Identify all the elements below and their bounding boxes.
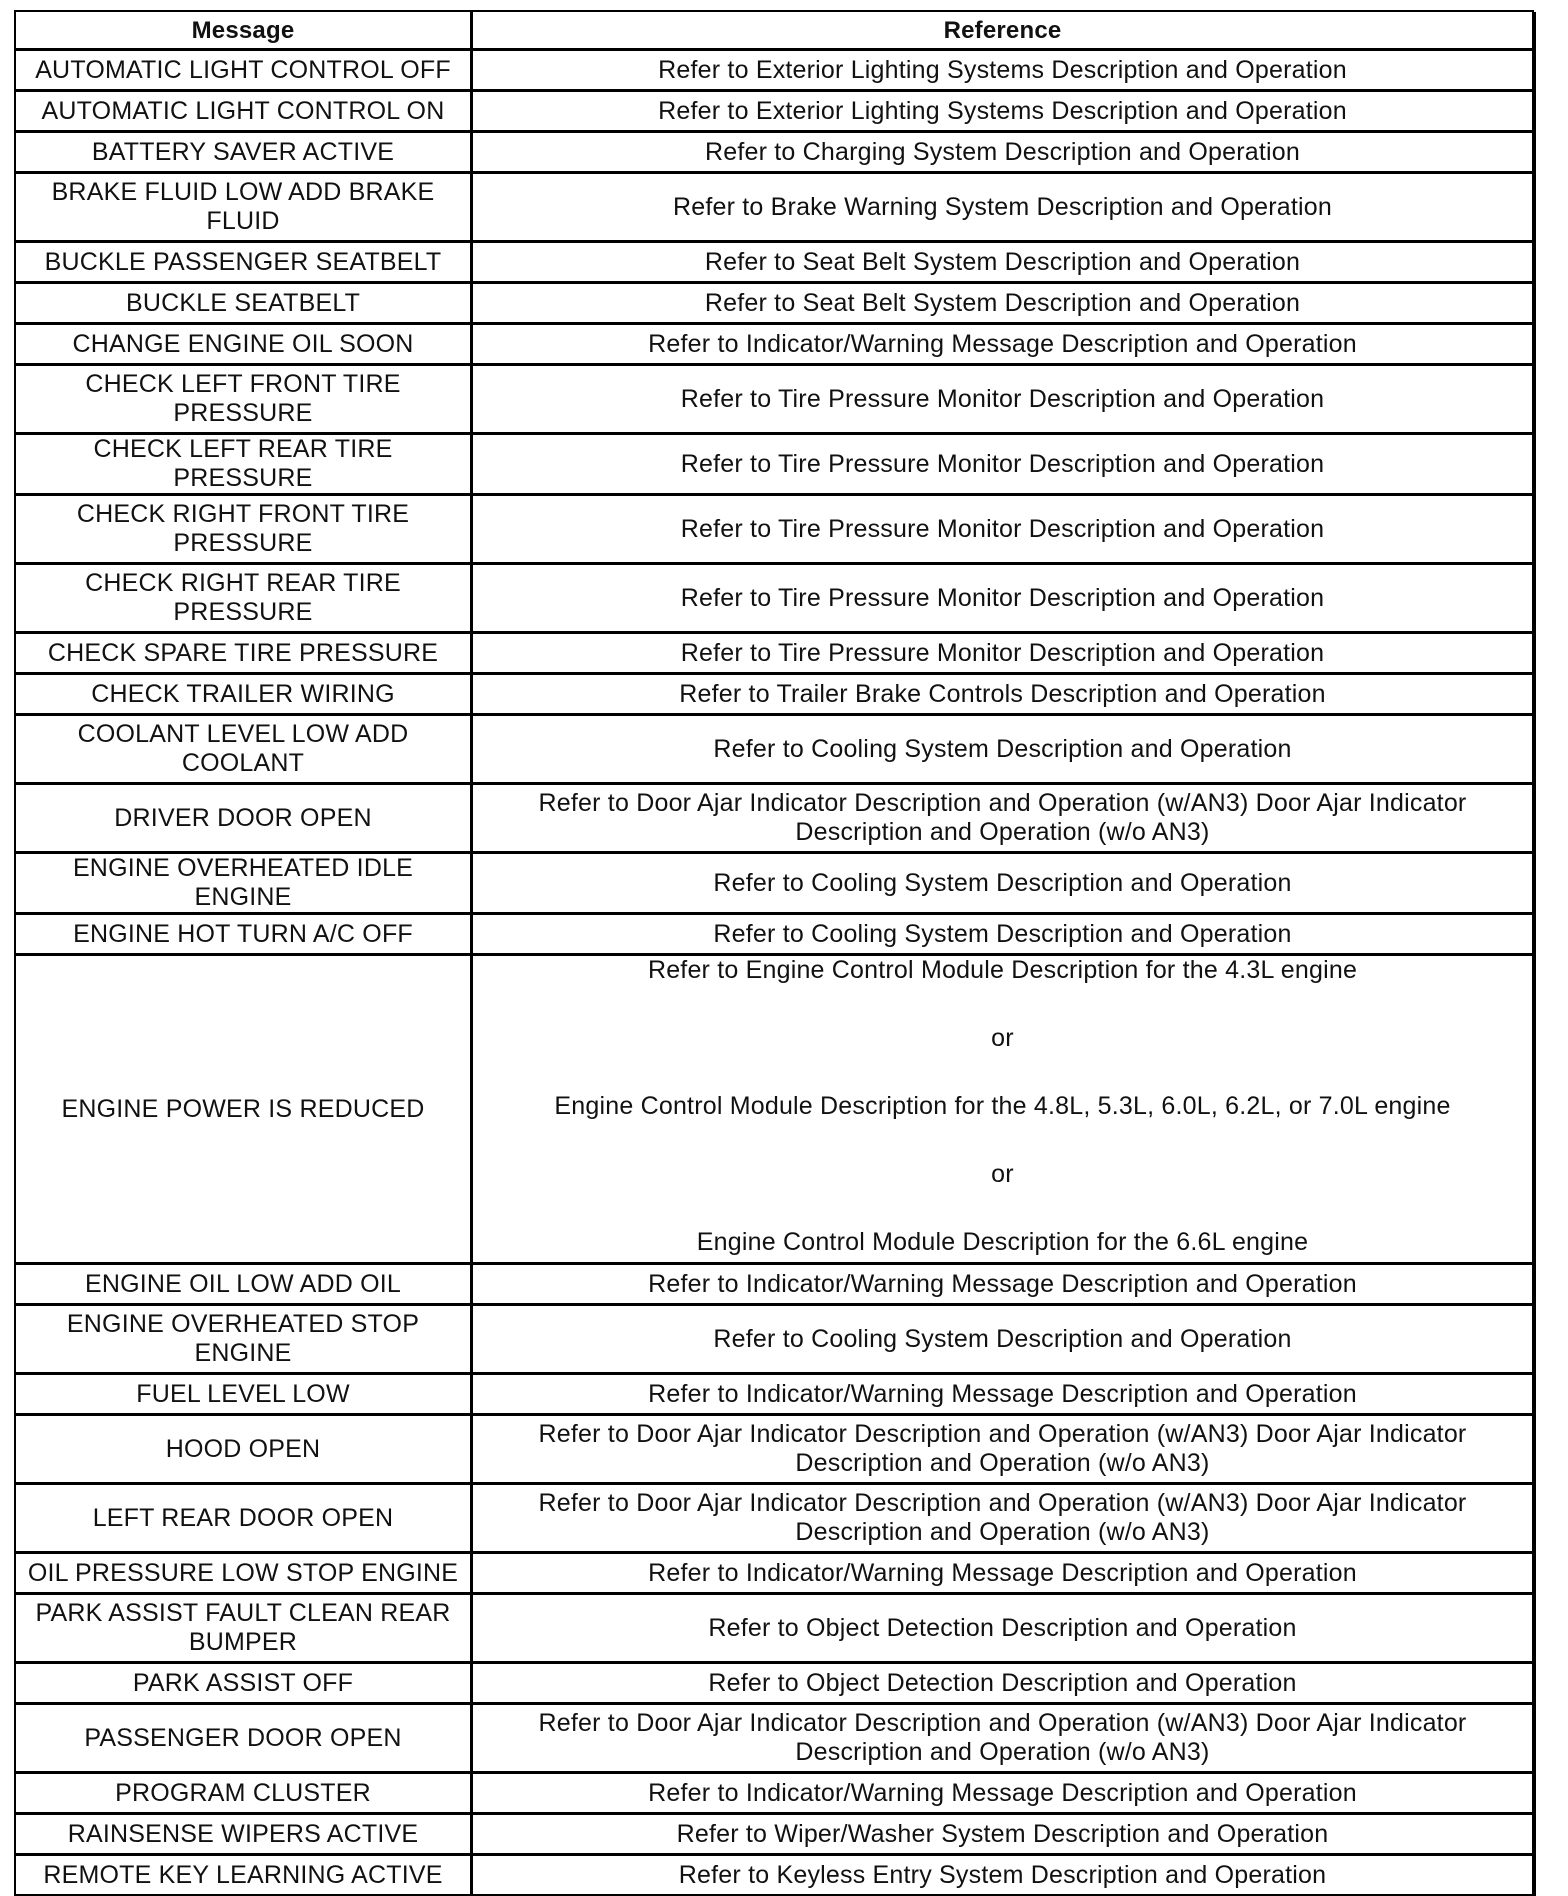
reference-cell: Refer to Wiper/Washer System Description and Operation <box>473 1815 1532 1856</box>
reference-cell: Refer to Door Ajar Indicator Description and Operation (w/AN3) Door Ajar Indicator Description and Operation (w/o AN3) <box>473 785 1532 854</box>
header-reference: Reference <box>473 12 1532 51</box>
reference-cell: Refer to Tire Pressure Monitor Description and Operation <box>473 435 1532 496</box>
table-row <box>16 243 1532 284</box>
reference-line: or <box>991 1160 1014 1188</box>
message-reference-table <box>14 10 1534 1896</box>
reference-cell: Refer to Indicator/Warning Message Description and Operation <box>473 1265 1532 1306</box>
table-row <box>16 1485 1532 1554</box>
reference-cell: Refer to Indicator/Warning Message Description and Operation <box>473 1554 1532 1595</box>
reference-cell <box>473 956 1532 1265</box>
message-cell: BATTERY SAVER ACTIVE <box>16 133 473 174</box>
table-row <box>16 716 1532 785</box>
table-row <box>16 1664 1532 1705</box>
table-row <box>16 1815 1532 1856</box>
reference-cell: Refer to Tire Pressure Monitor Description and Operation <box>473 366 1532 435</box>
table-row <box>16 634 1532 675</box>
reference-line: or <box>991 1024 1014 1052</box>
table-row <box>16 92 1532 133</box>
message-cell: PROGRAM CLUSTER <box>16 1774 473 1815</box>
reference-cell: Refer to Cooling System Description and Operation <box>473 915 1532 956</box>
table-row <box>16 366 1532 435</box>
table-row <box>16 325 1532 366</box>
table-row <box>16 1705 1532 1774</box>
message-cell: BUCKLE SEATBELT <box>16 284 473 325</box>
message-cell: CHECK RIGHT REAR TIRE PRESSURE <box>16 565 473 634</box>
table-row <box>16 1774 1532 1815</box>
message-cell: PARK ASSIST OFF <box>16 1664 473 1705</box>
message-cell: CHECK RIGHT FRONT TIRE PRESSURE <box>16 496 473 565</box>
reference-cell: Refer to Object Detection Description and Operation <box>473 1595 1532 1664</box>
reference-line: Engine Control Module Description for the 4.8L, 5.3L, 6.0L, 6.2L, or 7.0L engine <box>554 1092 1451 1120</box>
header-message: Message <box>16 12 473 51</box>
reference-cell: Refer to Object Detection Description and Operation <box>473 1664 1532 1705</box>
reference-line: Engine Control Module Description for the 6.6L engine <box>696 1228 1309 1256</box>
table-row <box>16 785 1532 854</box>
table-row <box>16 496 1532 565</box>
message-cell: PASSENGER DOOR OPEN <box>16 1705 473 1774</box>
message-cell: REMOTE KEY LEARNING ACTIVE <box>16 1856 473 1894</box>
reference-cell: Refer to Cooling System Description and Operation <box>473 854 1532 915</box>
message-cell: COOLANT LEVEL LOW ADD COOLANT <box>16 716 473 785</box>
table-row <box>16 133 1532 174</box>
message-cell: AUTOMATIC LIGHT CONTROL ON <box>16 92 473 133</box>
table-row <box>16 1554 1532 1595</box>
message-cell: ENGINE OVERHEATED IDLE ENGINE <box>16 854 473 915</box>
message-cell: OIL PRESSURE LOW STOP ENGINE <box>16 1554 473 1595</box>
message-cell: ENGINE OVERHEATED STOP ENGINE <box>16 1306 473 1375</box>
message-cell: CHECK LEFT FRONT TIRE PRESSURE <box>16 366 473 435</box>
reference-cell: Refer to Door Ajar Indicator Description and Operation (w/AN3) Door Ajar Indicator Description and Operation (w/o AN3) <box>473 1705 1532 1774</box>
table-row <box>16 565 1532 634</box>
reference-cell: Refer to Charging System Description and Operation <box>473 133 1532 174</box>
reference-cell: Refer to Exterior Lighting Systems Description and Operation <box>473 92 1532 133</box>
table-row <box>16 854 1532 915</box>
reference-cell: Refer to Tire Pressure Monitor Description and Operation <box>473 634 1532 675</box>
reference-cell: Refer to Exterior Lighting Systems Description and Operation <box>473 51 1532 92</box>
message-cell: AUTOMATIC LIGHT CONTROL OFF <box>16 51 473 92</box>
message-cell: DRIVER DOOR OPEN <box>16 785 473 854</box>
table-row <box>16 51 1532 92</box>
reference-cell: Refer to Door Ajar Indicator Description and Operation (w/AN3) Door Ajar Indicator Description and Operation (w/o AN3) <box>473 1416 1532 1485</box>
reference-cell: Refer to Trailer Brake Controls Description and Operation <box>473 675 1532 716</box>
reference-cell: Refer to Cooling System Description and Operation <box>473 716 1532 785</box>
reference-cell: Refer to Indicator/Warning Message Description and Operation <box>473 1375 1532 1416</box>
message-cell: FUEL LEVEL LOW <box>16 1375 473 1416</box>
table-row <box>16 675 1532 716</box>
reference-cell: Refer to Tire Pressure Monitor Description and Operation <box>473 565 1532 634</box>
table-row <box>16 1595 1532 1664</box>
reference-cell: Refer to Cooling System Description and Operation <box>473 1306 1532 1375</box>
message-cell: ENGINE POWER IS REDUCED <box>16 956 473 1265</box>
table-row <box>16 284 1532 325</box>
table-row <box>16 174 1532 243</box>
message-cell: BUCKLE PASSENGER SEATBELT <box>16 243 473 284</box>
table-row <box>16 956 1532 1265</box>
message-cell: BRAKE FLUID LOW ADD BRAKE FLUID <box>16 174 473 243</box>
reference-cell: Refer to Keyless Entry System Description and Operation <box>678 1860 1327 1889</box>
message-cell: CHECK TRAILER WIRING <box>16 675 473 716</box>
message-cell: ENGINE HOT TURN A/C OFF <box>16 915 473 956</box>
table-row <box>16 1856 1532 1894</box>
message-cell: HOOD OPEN <box>16 1416 473 1485</box>
reference-cell: Refer to Brake Warning System Description and Operation <box>473 174 1532 243</box>
message-cell: PARK ASSIST FAULT CLEAN REAR BUMPER <box>16 1595 473 1664</box>
table-row <box>16 1265 1532 1306</box>
reference-cell: Refer to Seat Belt System Description and Operation <box>473 243 1532 284</box>
reference-line: Refer to Engine Control Module Description for the 4.3L engine <box>647 956 1358 984</box>
message-cell: CHECK LEFT REAR TIRE PRESSURE <box>16 435 473 496</box>
reference-cell: Refer to Door Ajar Indicator Description and Operation (w/AN3) Door Ajar Indicator Description and Operation (w/o AN3) <box>473 1485 1532 1554</box>
reference-cell: Refer to Indicator/Warning Message Description and Operation <box>473 1774 1532 1815</box>
message-cell: CHANGE ENGINE OIL SOON <box>16 325 473 366</box>
table-header-row <box>16 12 1532 51</box>
reference-cell: Refer to Seat Belt System Description and Operation <box>473 284 1532 325</box>
reference-cell: Refer to Tire Pressure Monitor Description and Operation <box>473 496 1532 565</box>
message-cell: RAINSENSE WIPERS ACTIVE <box>16 1815 473 1856</box>
table-row <box>16 1306 1532 1375</box>
table-row <box>16 915 1532 956</box>
message-cell: CHECK SPARE TIRE PRESSURE <box>16 634 473 675</box>
message-cell: ENGINE OIL LOW ADD OIL <box>16 1265 473 1306</box>
message-cell: LEFT REAR DOOR OPEN <box>16 1485 473 1554</box>
table-row <box>16 435 1532 496</box>
reference-cell: Refer to Indicator/Warning Message Description and Operation <box>473 325 1532 366</box>
table-row <box>16 1416 1532 1485</box>
table-row <box>16 1375 1532 1416</box>
